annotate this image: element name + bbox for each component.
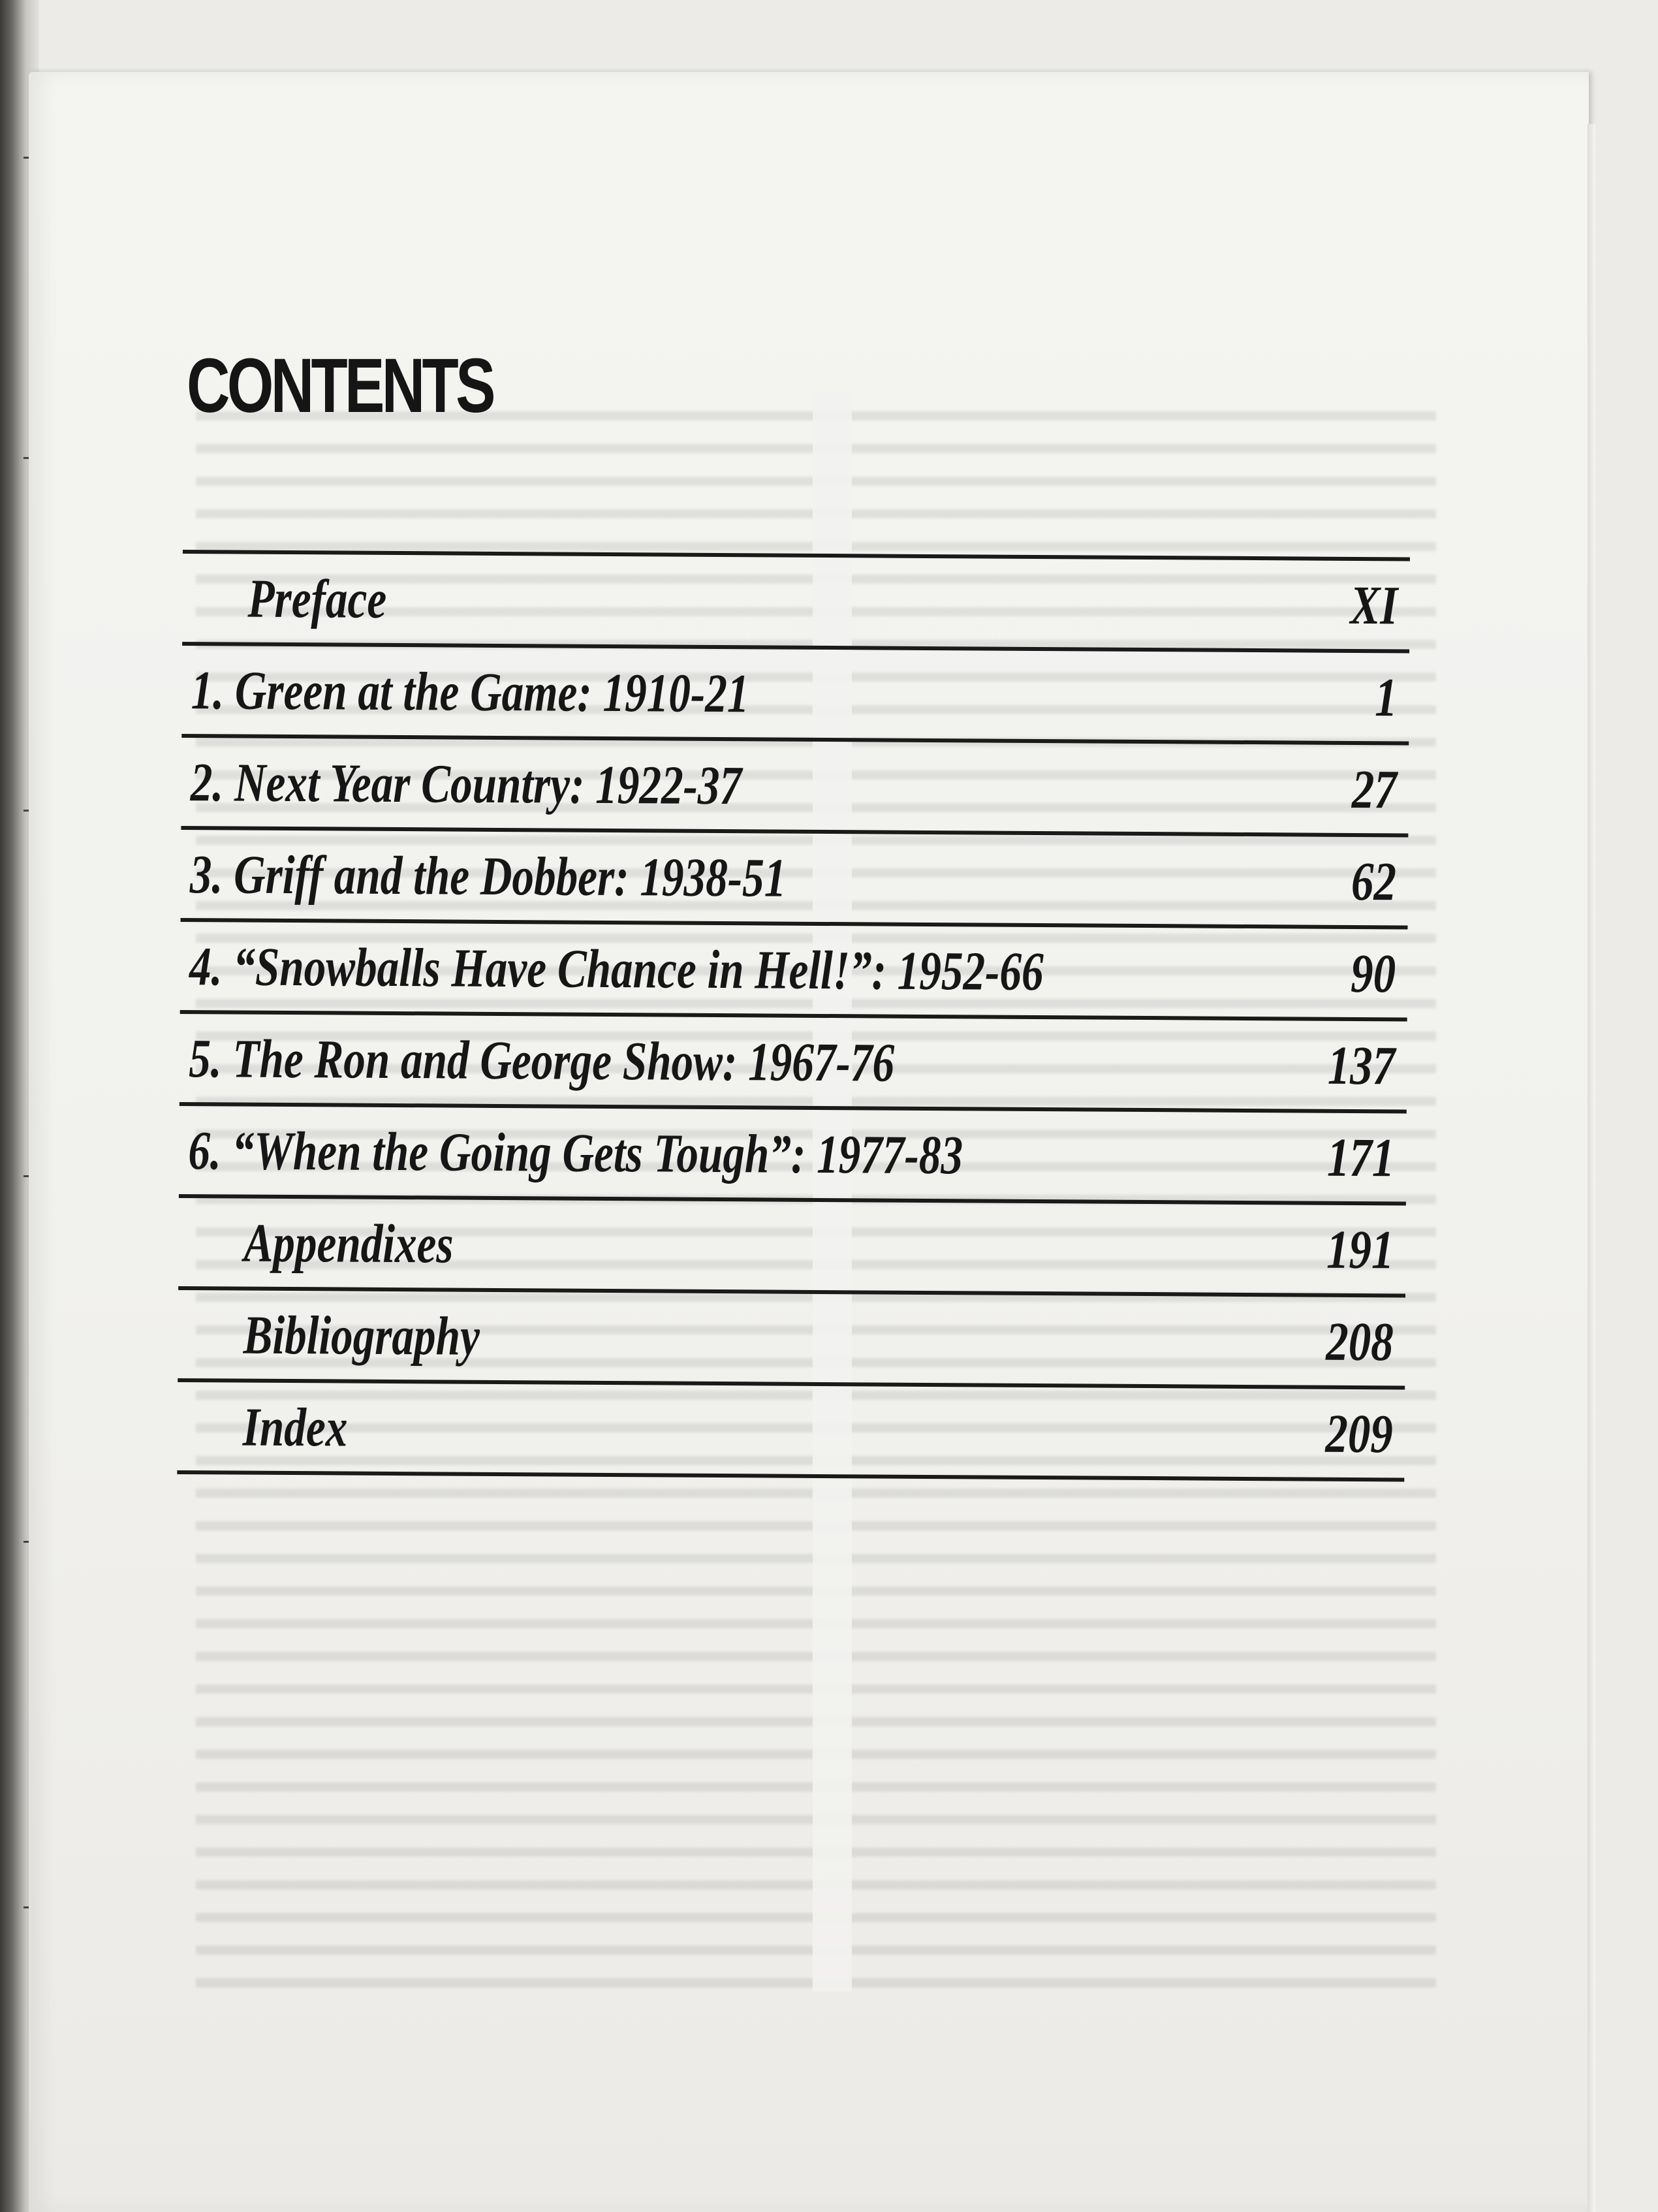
toc-entry-title: Appendixes [243,1212,454,1275]
toc-entry-title: Bibliography [243,1304,480,1367]
toc-entry-page: XI [1350,575,1398,637]
chapter-title: Griff and the Dobber: 1938-51 [233,844,787,909]
toc-entry-chapter-2 [181,738,1409,833]
toc-entry-title [188,1120,963,1186]
chapter-title: “Snowballs Have Chance in Hell!”: 1952-66 [233,936,1044,1003]
chapter-number: 3. [189,844,223,906]
chapter-number: 6. [188,1120,222,1182]
toc-entry-chapter-1 [181,646,1409,741]
toc-entry-page: 208 [1326,1311,1394,1373]
toc-entry-chapter-4 [180,922,1408,1017]
chapter-number: 1. [191,660,225,721]
toc-entry-title [189,844,787,909]
chapter-title: The Ron and George Show: 1967-76 [232,1028,895,1094]
chapter-number: 4. [189,936,223,998]
page-edge [1588,124,1595,2212]
toc-entry-page: 137 [1327,1035,1396,1097]
toc-entry-page: 171 [1326,1127,1395,1189]
chapter-title: “When the Going Gets Tough”: 1977-83 [232,1120,963,1186]
toc-entry-title [188,1028,895,1094]
toc-entry-page: 90 [1350,943,1396,1005]
toc-entry-bibliography [178,1290,1405,1385]
chapter-number: 5. [188,1028,222,1090]
binding-stitch [23,457,29,459]
toc-entry-appendixes [178,1198,1406,1293]
toc-entry-page: 191 [1326,1219,1394,1281]
binding-stitch [23,1906,29,1908]
toc-entry-title [191,660,749,725]
toc-entry-page: 27 [1351,759,1398,821]
chapter-number: 2. [190,752,224,814]
toc-entry-title: Index [242,1397,348,1459]
toc-entry-page: 1 [1374,667,1398,729]
toc-entry-preface [182,554,1410,649]
toc-entry-chapter-5 [180,1014,1407,1109]
contents-heading: CONTENTS [187,343,493,429]
chapter-title: Next Year Country: 1922-37 [234,752,742,817]
toc-entry-title [190,752,742,817]
toc-entry-page: 209 [1325,1403,1394,1465]
toc-entry-chapter-3 [181,830,1409,925]
binding-stitch [23,1175,29,1177]
binding-stitch [23,810,29,812]
binding-stitch [23,1541,29,1543]
toc-entry-title: Preface [247,568,387,630]
toc-entry-chapter-6 [179,1106,1407,1201]
binding-stitch [23,157,29,159]
chapter-title: Green at the Game: 1910-21 [234,660,749,725]
toc-entry-index [177,1382,1405,1477]
toc-entry-page: 62 [1351,851,1397,913]
toc-entry-title [189,936,1044,1003]
table-of-contents [177,550,1410,1481]
